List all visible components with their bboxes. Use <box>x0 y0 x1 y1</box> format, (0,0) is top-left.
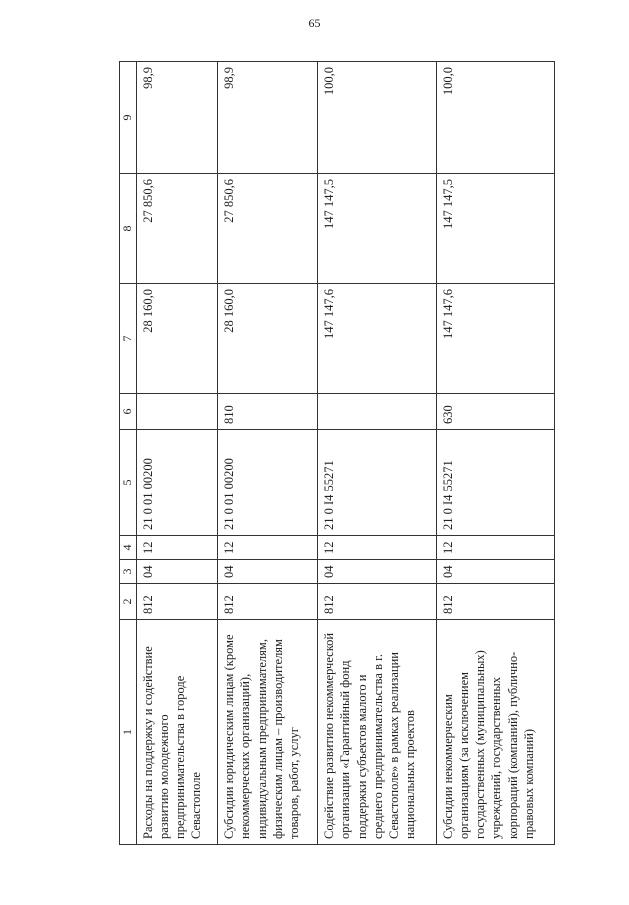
row-name: Содействие развитию некоммерческой организации «Гарантийный фонд поддержки субъектов малого и среднего предпринимательства в г. Севастополе» в рамках реализации национальных проектов <box>318 620 436 845</box>
budget-table <box>119 61 555 845</box>
row-subsection: 12 <box>318 536 436 560</box>
row-plan: 28 160,0 <box>136 284 218 394</box>
row-target-article: 21 0 I4 55271 <box>436 430 554 536</box>
col-header-5: 5 <box>120 430 137 536</box>
page-number: 65 <box>308 16 321 30</box>
row-expense-type: 630 <box>436 394 554 430</box>
row-plan: 147 147,6 <box>318 284 436 394</box>
table-row <box>136 62 218 845</box>
col-header-9: 9 <box>120 62 137 174</box>
row-section: 04 <box>136 560 218 584</box>
row-percent: 100,0 <box>318 62 436 174</box>
row-grbs: 812 <box>318 584 436 620</box>
row-name: Расходы на поддержку и содействие развитию молодежного предпринимательства в городе Севастополе <box>136 620 218 845</box>
row-fact: 147 147,5 <box>318 174 436 284</box>
row-percent: 98,9 <box>136 62 218 174</box>
table-row <box>218 62 318 845</box>
row-expense-type <box>136 394 218 430</box>
row-grbs: 812 <box>218 584 318 620</box>
row-grbs: 812 <box>136 584 218 620</box>
row-section: 04 <box>218 560 318 584</box>
row-plan: 147 147,6 <box>436 284 554 394</box>
row-name: Субсидии юридическим лицам (кроме некоммерческих организаций), индивидуальным предпринимателям, физическим лицам – производителям товаров, работ, услуг <box>218 620 318 845</box>
row-expense-type: 810 <box>218 394 318 430</box>
col-header-1: 1 <box>120 620 137 845</box>
row-grbs: 812 <box>436 584 554 620</box>
row-fact: 27 850,6 <box>218 174 318 284</box>
col-header-2: 2 <box>120 584 137 620</box>
header-row <box>120 62 137 845</box>
row-section: 04 <box>318 560 436 584</box>
table-row <box>318 62 436 845</box>
row-plan: 28 160,0 <box>218 284 318 394</box>
table-row <box>436 62 554 845</box>
col-header-3: 3 <box>120 560 137 584</box>
col-header-8: 8 <box>120 174 137 284</box>
col-header-4: 4 <box>120 536 137 560</box>
row-target-article: 21 0 01 00200 <box>218 430 318 536</box>
row-percent: 100,0 <box>436 62 554 174</box>
col-header-7: 7 <box>120 284 137 394</box>
row-subsection: 12 <box>436 536 554 560</box>
row-expense-type <box>318 394 436 430</box>
row-percent: 98,9 <box>218 62 318 174</box>
row-name: Субсидии некоммерческим организациям (за исключением государственных (муниципальных) учреждений, государственных корпораций (компаний), публично-правовых компаний) <box>436 620 554 845</box>
row-fact: 27 850,6 <box>136 174 218 284</box>
row-fact: 147 147,5 <box>436 174 554 284</box>
row-subsection: 12 <box>136 536 218 560</box>
row-subsection: 12 <box>218 536 318 560</box>
row-target-article: 21 0 I4 55271 <box>318 430 436 536</box>
row-section: 04 <box>436 560 554 584</box>
row-target-article: 21 0 01 00200 <box>136 430 218 536</box>
budget-table-container <box>119 62 555 845</box>
col-header-6: 6 <box>120 394 137 430</box>
